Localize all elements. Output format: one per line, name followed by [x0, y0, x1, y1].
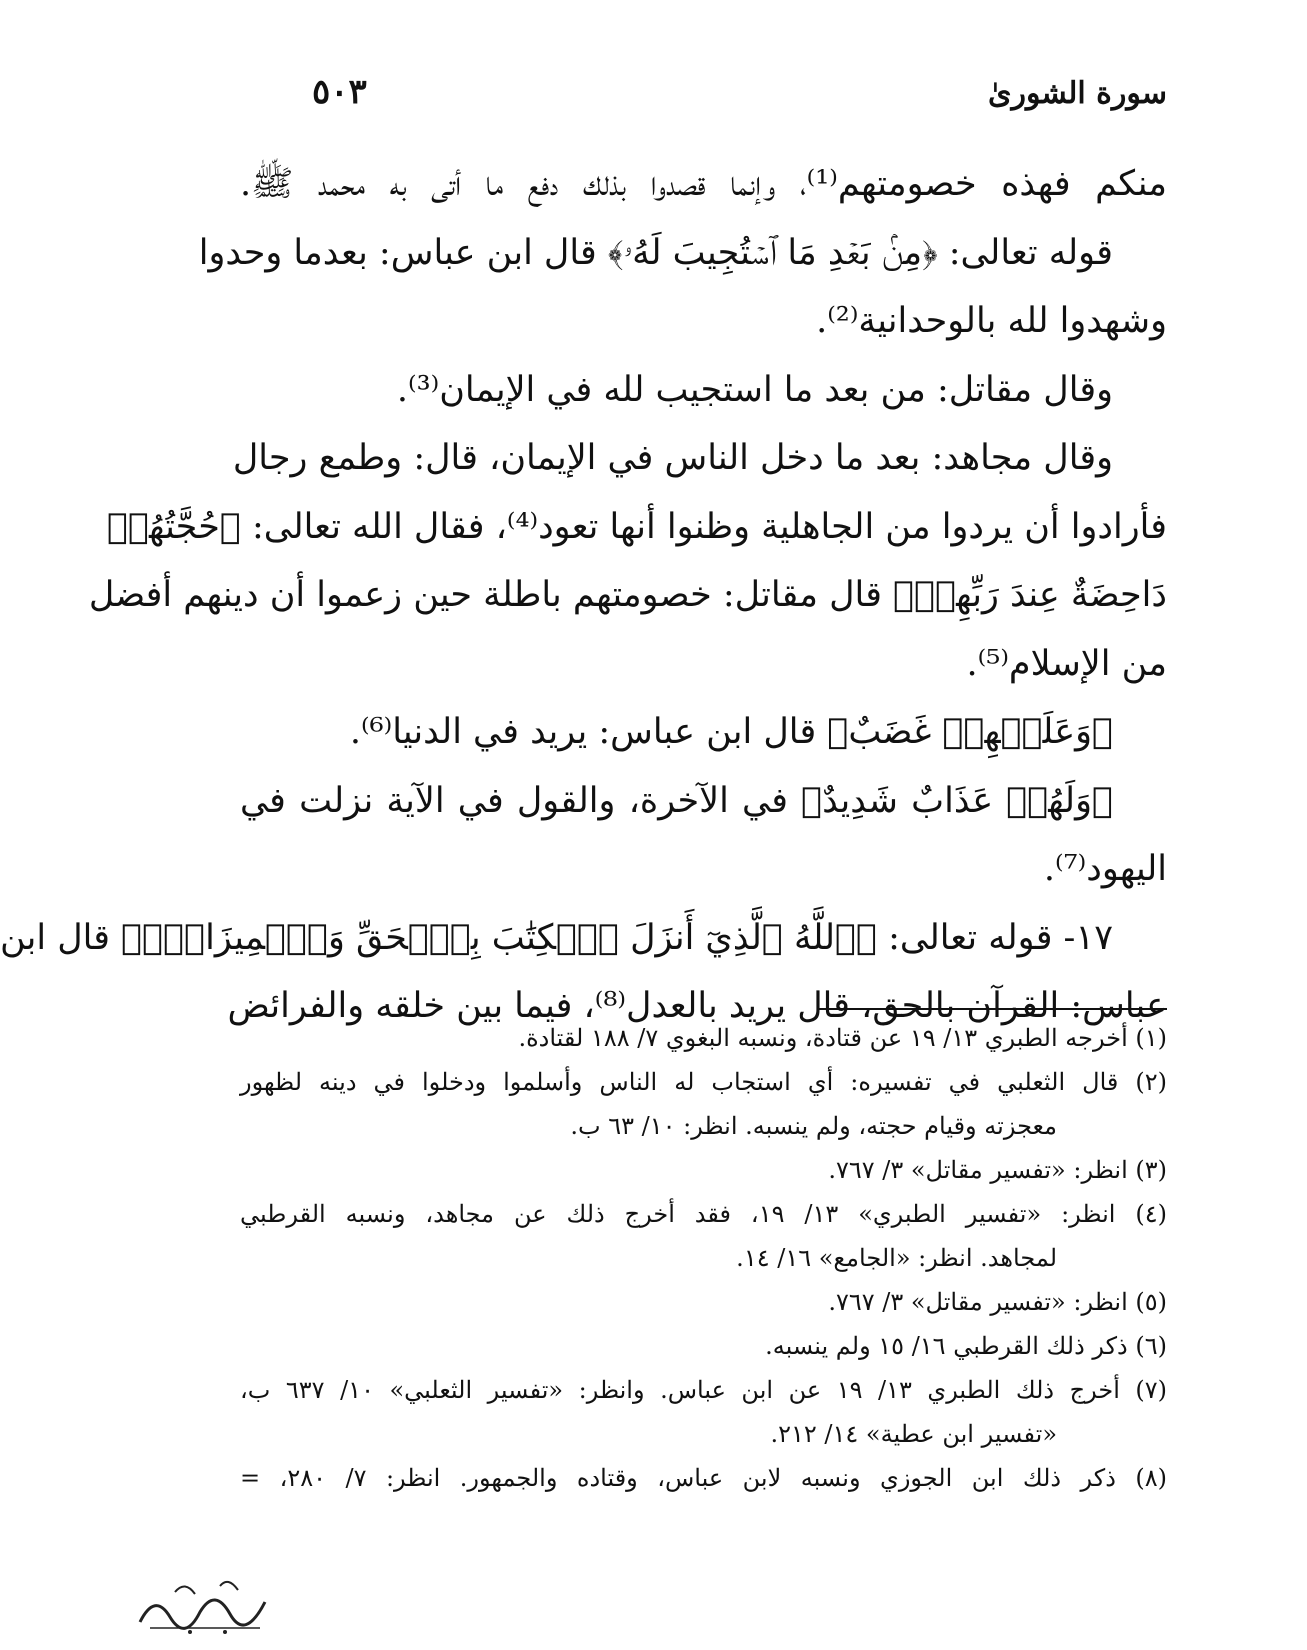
- text-line: وشهدوا لله بالوحدانية⁽²⁾.: [816, 301, 1167, 341]
- footnote-line: (٣) انظر: «تفسير مقاتل» ٣/ ٧٦٧.: [828, 1156, 1167, 1184]
- text-line: اليهود⁽⁷⁾.: [1043, 849, 1167, 889]
- text-line: منكم فهذه خصومتهم⁽¹⁾، وإنما قصدوا بذلك دفع ما أتى به محمد ﷺ.: [240, 164, 1168, 204]
- footnote-line: (٢) قال الثعلبي في تفسيره: أي استجاب له الناس وأسلموا ودخلوا في دينه لظهور: [240, 1068, 1167, 1096]
- footnotes: [240, 1016, 1167, 1500]
- text-line: دَاحِضَةٌ عِندَ رَبِّهِمۡ﴾ قال مقاتل: خصومتهم باطلة حين زعموا أن دينهم أفضل: [88, 575, 1167, 615]
- text-line: من الإسلام⁽⁵⁾.: [966, 643, 1167, 684]
- surah-title: سورة الشورىٰ: [988, 76, 1167, 111]
- footnote-line: (٧) أخرج ذلك الطبري ١٣/ ١٩ عن ابن عباس. وانظر: «تفسير الثعلبي» ١٠/ ٦٣٧ ب،: [240, 1376, 1168, 1404]
- text-line: فأرادوا أن يردوا من الجاهلية وظنوا أنها تعود⁽⁴⁾، فقال الله تعالى: ﴿حُجَّتُهُمۡ: [106, 506, 1167, 547]
- main-text: [0, 150, 1168, 1041]
- text-line: وقال مقاتل: من بعد ما استجيب لله في الإيمان⁽³⁾.: [396, 369, 1113, 410]
- text-line: عباس: القرآن بالحق، قال يريد بالعدل⁽⁸⁾، فيما بين خلقه والفرائض: [227, 986, 1167, 1026]
- footnote-line: (٦) ذكر ذلك القرطبي ١٦/ ١٥ ولم ينسبه.: [765, 1332, 1167, 1360]
- page-number: ٥٠٣: [312, 72, 367, 112]
- footnote-divider: [817, 1008, 1167, 1010]
- calligraphy-logo-icon: [130, 1572, 280, 1640]
- footnote-line: معجزته وقيام حجته، ولم ينسبه. انظر: ١٠/ ٦٣ ب.: [570, 1112, 1057, 1140]
- footnote-line: (٥) انظر: «تفسير مقاتل» ٣/ ٧٦٧.: [828, 1288, 1167, 1316]
- footnote-line: (٤) انظر: «تفسير الطبري» ١٣/ ١٩، فقد أخرج ذلك عن مجاهد، ونسبه القرطبي: [240, 1200, 1167, 1228]
- footnote-line: (١) أخرجه الطبري ١٣/ ١٩ عن قتادة، ونسبه البغوي ٧/ ١٨٨ لقتادة.: [518, 1024, 1167, 1052]
- page-header: [242, 72, 1167, 120]
- text-line: ﴿وَلَهُمۡ عَذَابٌ شَدِيدٌ﴾ في الآخرة، والقول في الآية نزلت في: [240, 780, 1113, 821]
- footnote-line: (٨) ذكر ذلك ابن الجوزي ونسبه لابن عباس، وقتاده والجمهور. انظر: ٧/ ٢٨٠، =: [240, 1464, 1168, 1492]
- text-line: ١٧- قوله تعالى: ﴿ٱللَّهُ ٱلَّذِيٓ أَنزَلَ ٱلۡكِتَٰبَ بِٱلۡحَقِّ وَٱلۡمِيزَانَۗ﴾ قال ابن: [0, 917, 1113, 958]
- text-line: قوله تعالى: ﴿مِنۢ بَعۡدِ مَا ٱسۡتُجِيبَ لَهُۥ﴾ قال ابن عباس: بعدما وحدوا: [198, 232, 1113, 273]
- footnote-line: لمجاهد. انظر: «الجامع» ١٦/ ١٤.: [736, 1244, 1057, 1272]
- text-line: ﴿وَعَلَيۡهِمۡ غَضَبٌ﴾ قال ابن عباس: يريد في الدنيا⁽⁶⁾.: [349, 712, 1113, 752]
- text-line: وقال مجاهد: بعد ما دخل الناس في الإيمان، قال: وطمع رجال: [232, 438, 1113, 478]
- footnote-line: «تفسير ابن عطية» ١٤/ ٢١٢.: [770, 1420, 1057, 1448]
